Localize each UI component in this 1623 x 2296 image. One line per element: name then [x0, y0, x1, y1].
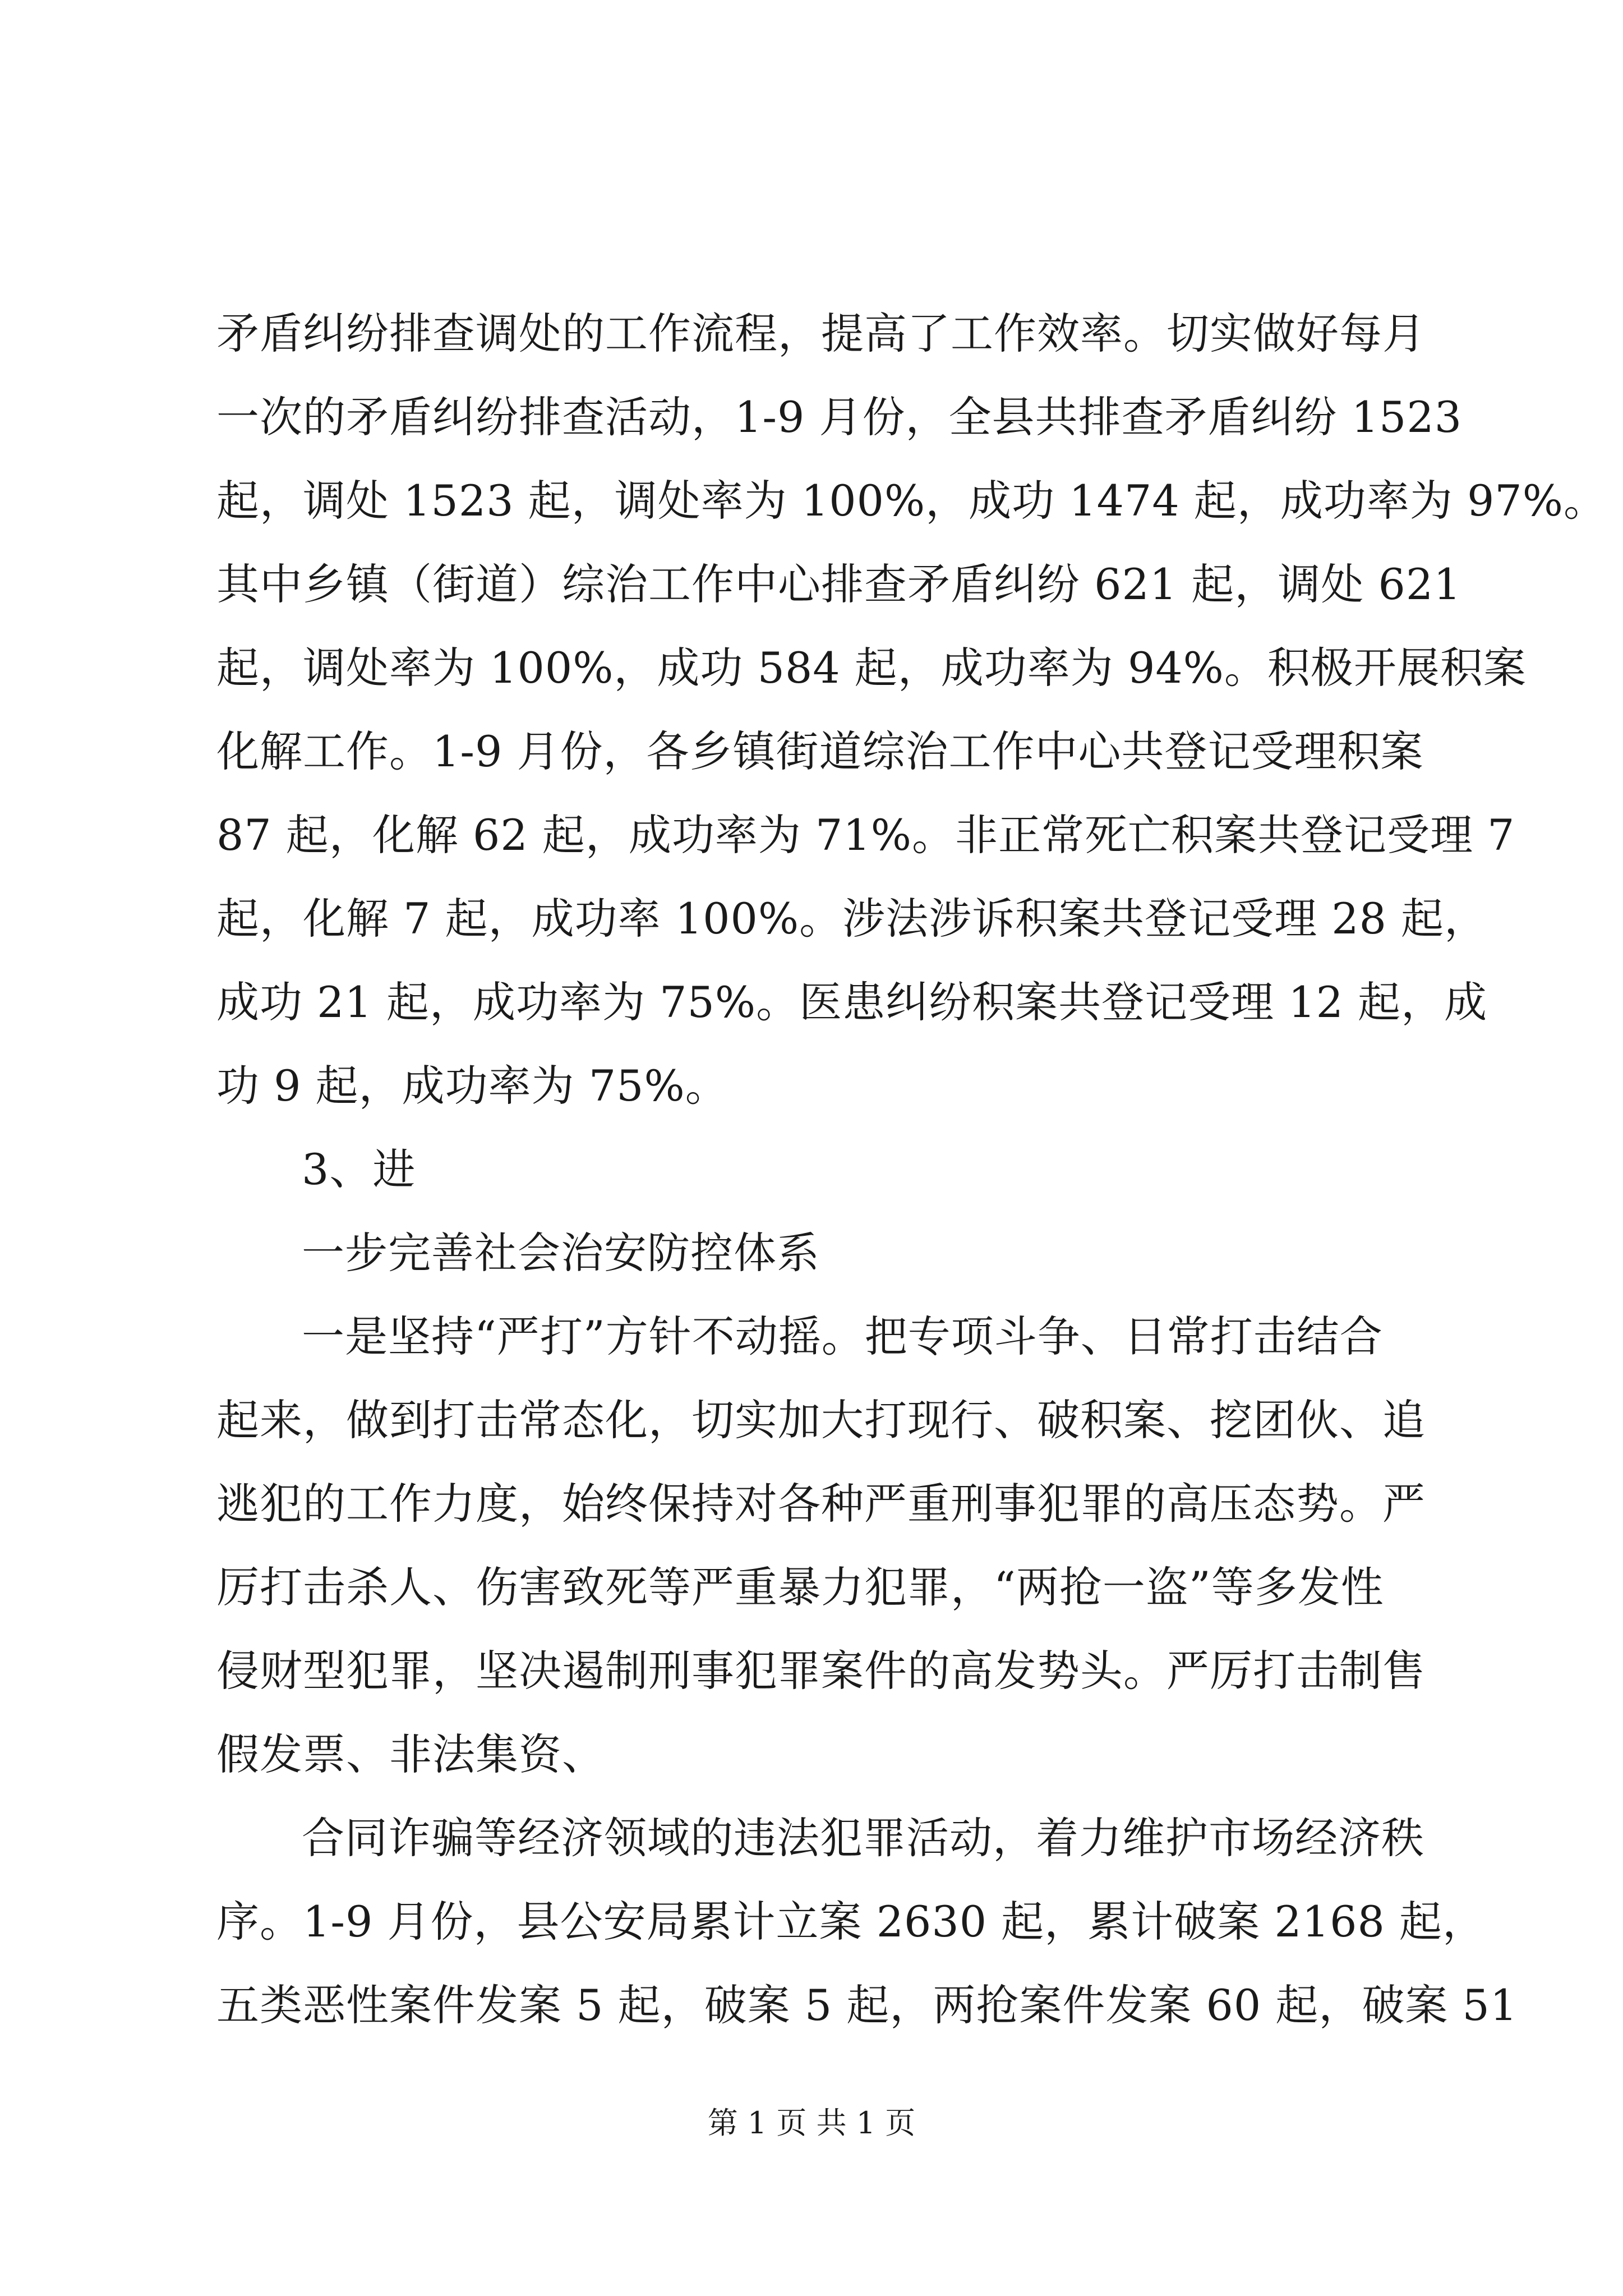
text-line: 起，化解 7 起，成功率 100%。涉法涉诉积案共登记受理 28 起， — [216, 894, 1488, 944]
text-line: 起，调处 1523 起，调处率为 100%，成功 1474 起，成功率为 97%。 — [216, 476, 1607, 526]
text-line: 厉打击杀人、伤害致死等严重暴力犯罪，“两抢一盗”等多发性 — [216, 1562, 1384, 1612]
text-line: 3、进 — [302, 1144, 416, 1194]
text-line: 假发票、非法集资、 — [216, 1729, 605, 1779]
text-line: 功 9 起，成功率为 75%。 — [216, 1061, 728, 1111]
text-line: 一步完善社会治安防控体系 — [302, 1228, 820, 1278]
page-footer: 第 1 页 共 1 页 — [707, 2105, 916, 2141]
text-line: 87 起，化解 62 起，成功率为 71%。非正常死亡积案共登记受理 7 — [216, 810, 1515, 860]
text-line: 逃犯的工作力度，始终保持对各种严重刑事犯罪的高压态势。严 — [216, 1479, 1426, 1529]
text-line: 化解工作。1-9 月份，各乡镇街道综治工作中心共登记受理积案 — [216, 726, 1424, 776]
text-line: 成功 21 起，成功率为 75%。医患纠纷积案共登记受理 12 起，成 — [216, 977, 1488, 1027]
body-text — [216, 292, 1607, 2047]
text-line: 起来，做到打击常态化，切实加大打现行、破积案、挖团伙、追 — [216, 1395, 1426, 1445]
text-line: 五类恶性案件发案 5 起，破案 5 起，两抢案件发案 60 起，破案 51 — [216, 1980, 1518, 2030]
text-line: 矛盾纠纷排查调处的工作流程，提高了工作效率。切实做好每月 — [216, 309, 1426, 358]
text-line: 一是坚持“严打”方针不动摇。把专项斗争、日常打击结合 — [302, 1312, 1383, 1361]
text-line: 其中乡镇（街道）综治工作中心排查矛盾纠纷 621 起，调处 621 — [216, 559, 1461, 609]
text-line: 合同诈骗等经济领域的违法犯罪活动，着力维护市场经济秩 — [302, 1813, 1424, 1863]
text-line: 侵财型犯罪，坚决遏制刑事犯罪案件的高发势头。严厉打击制售 — [216, 1646, 1426, 1696]
text-line: 起，调处率为 100%，成功 584 起，成功率为 94%。积极开展积案 — [216, 643, 1527, 693]
text-line: 一次的矛盾纠纷排查活动，1-9 月份，全县共排查矛盾纠纷 1523 — [216, 392, 1463, 442]
text-line: 序。1-9 月份，县公安局累计立案 2630 起，累计破案 2168 起， — [216, 1897, 1486, 1947]
